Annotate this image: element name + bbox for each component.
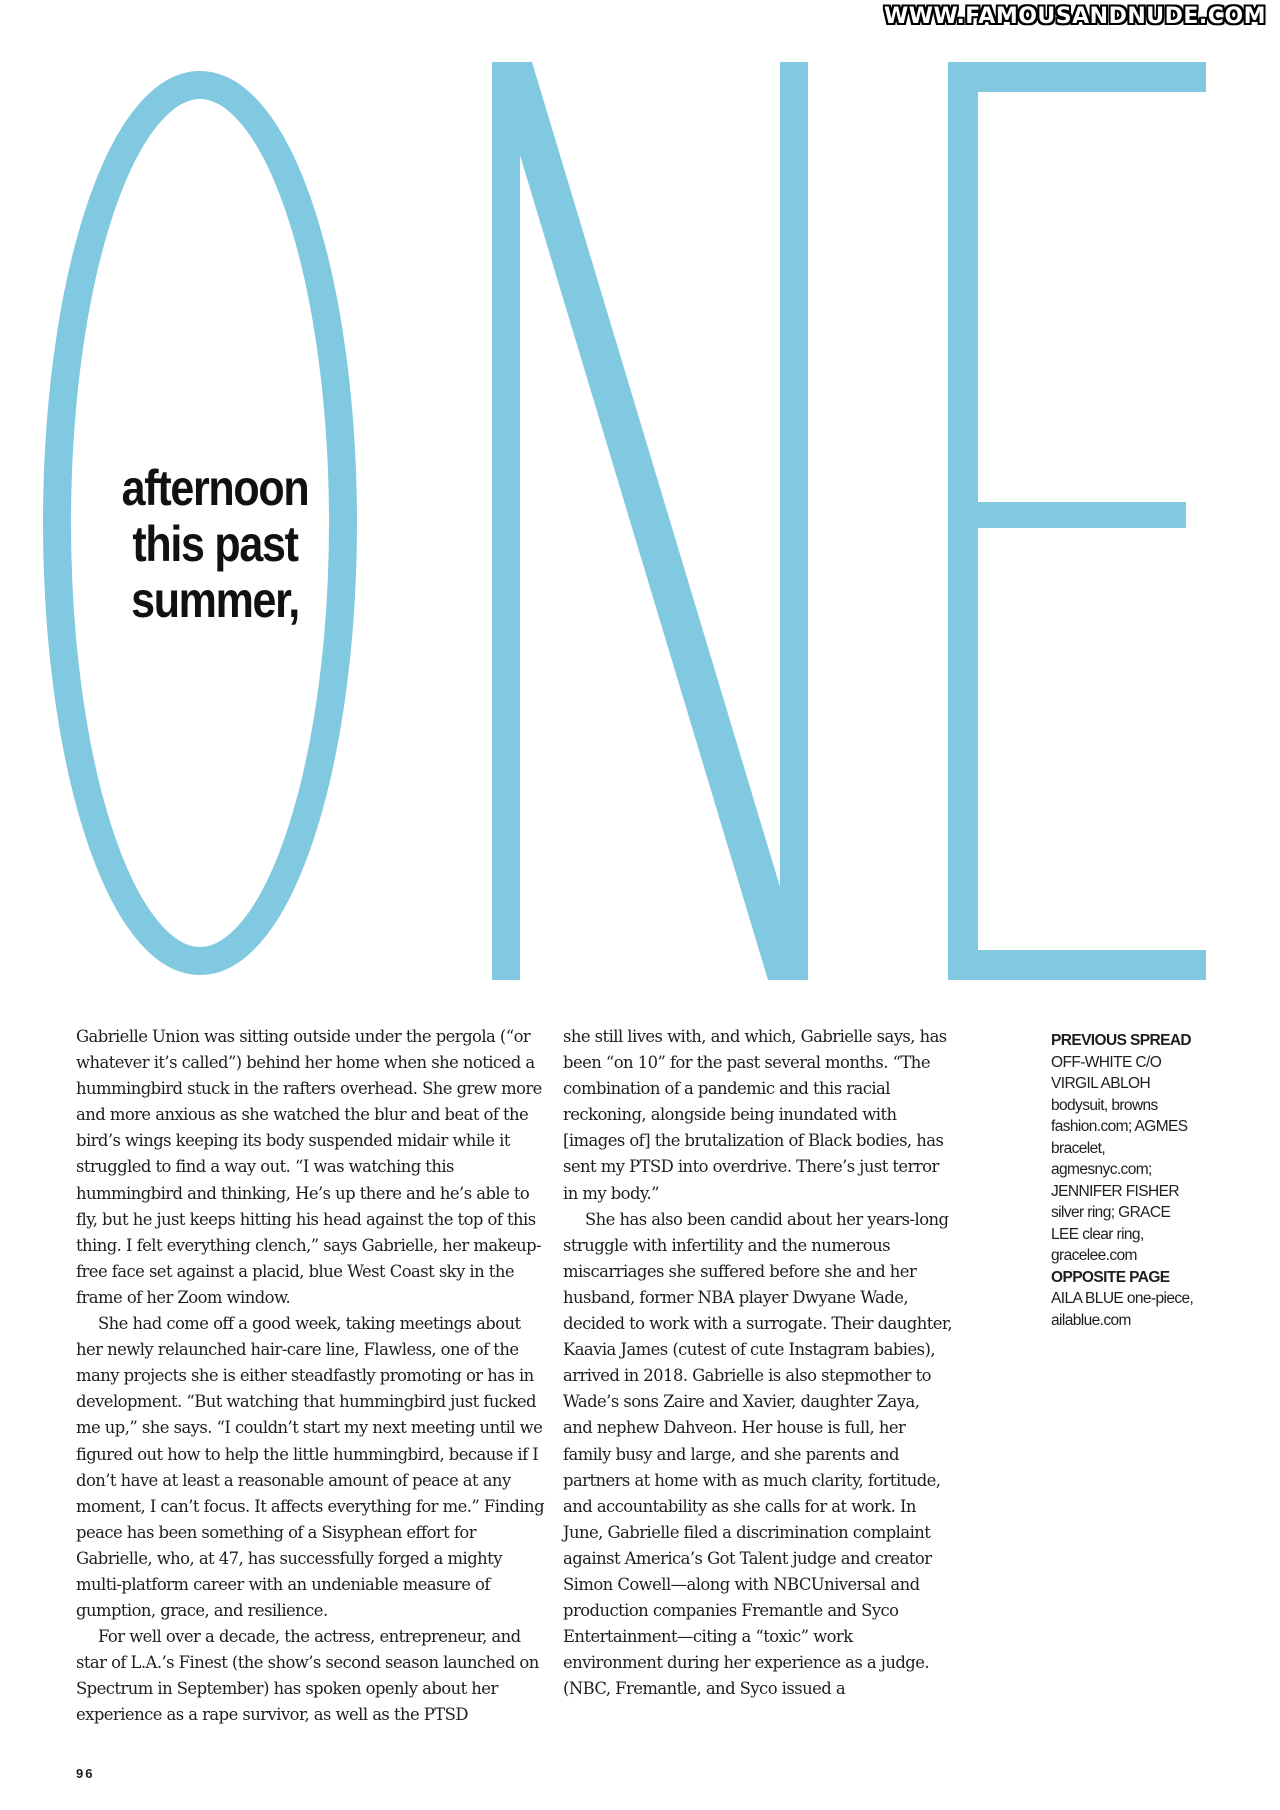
letter-n [492, 62, 808, 980]
paragraph: she still lives with, and which, Gabrielle says, has been “on 10” for the past several months. “The combination of a pandemic and this racial reckoning, alongside being inundated with [images of] the brutalization of Black bodies, has sent my PTSD into overdrive. There’s just terror in my body.” [563, 1027, 947, 1203]
credits-previous-spread-head: PREVIOUS SPREAD [1051, 1032, 1192, 1049]
body-column-2 [563, 1024, 953, 1702]
page-number: 96 [76, 1766, 95, 1781]
credits-opposite-page-text: AILA BLUE one-piece, ailablue.com [1051, 1290, 1194, 1329]
watermark: WWW.FAMOUSANDNUDE.COM [883, 4, 1266, 29]
kicker-line-3: summer, [131, 572, 299, 628]
paragraph: She has also been candid about her years-long struggle with infertility and the numerous miscarriages she suffered before she and her husband, former NBA player Dwyane Wade, decided to work with a surrogate. Their daughter, Kaavia James (cutest of cute Instagram babies), arrived in 2018. Gabrielle is also stepmother to Wade’s sons Zaire and Xavier, daughter Zaya, and nephew Dahveon. Her house is full, her family busy and large, and she parents and partners at home with as much clarity, fortitude, and accountability as she calls for at work. In June, Gabrielle filed a discrimination complaint against America’s Got Talent judge and creator Simon Cowell—along with NBCUniversal and production companies Fremantle and Syco Entertainment—citing a “toxic” work environment during her experience as a judge. (NBC, Fremantle, and Syco issued a [563, 1209, 953, 1699]
kicker-line-2: this past [132, 516, 298, 572]
paragraph: Gabrielle Union was sitting outside under the pergola (“or whatever it’s called”) behind her home when she noticed a hummingbird stuck in the rafters overhead. She grew more and more anxious as she watched the blur and beat of the bird’s wings keeping its body suspended midair while it struggled to find a way out. “I was watching this hummingbird and thinking, He’s up there and he’s able to fly, but he just keeps hitting his head against the top of this thing. I felt everything clench,” says Gabrielle, her makeup-free face set against a placid, blue West Coast sky in the frame of her Zoom window. [76, 1027, 542, 1307]
credits-opposite-page-head: OPPOSITE PAGE [1051, 1268, 1170, 1286]
paragraph: She had come off a good week, taking meetings about her newly relaunched hair-care line, Flawless, one of the many projects she is either steadfastly promoting or has in development. “But watching that hummingbird just fucked me up,” she says. “I couldn’t start my next meeting until we figured out how to help the little hummingbird, because if I don’t have at least a reasonable amount of peace at any moment, I can’t focus. It affects everything for me.” Finding peace has been something of a Sisyphean effort for Gabrielle, who, at 47, has successfully forged a mighty multi-platform career with an undeniable measure of gumption, grace, and resilience. [76, 1314, 545, 1621]
letter-e [948, 62, 1206, 980]
kicker-line-1: afternoon [121, 460, 309, 516]
kicker-headline [60, 460, 370, 628]
credits-previous-spread-text: OFF-WHITE C/O VIRGIL ABLOH bodysuit, browns fashion.com; AGMES bracelet, agmesnyc.com; JENNIFER FISHER silver ring; GRACE LEE clear ring, gracelee.com [1051, 1053, 1188, 1264]
body-column-1 [76, 1024, 546, 1729]
fashion-credits [1051, 1030, 1201, 1331]
paragraph: For well over a decade, the actress, entrepreneur, and star of L.A.’s Finest (the show’s second season launched on Spectrum in September) has spoken openly about her experience as a rape survivor, as well as the PTSD [76, 1627, 539, 1725]
